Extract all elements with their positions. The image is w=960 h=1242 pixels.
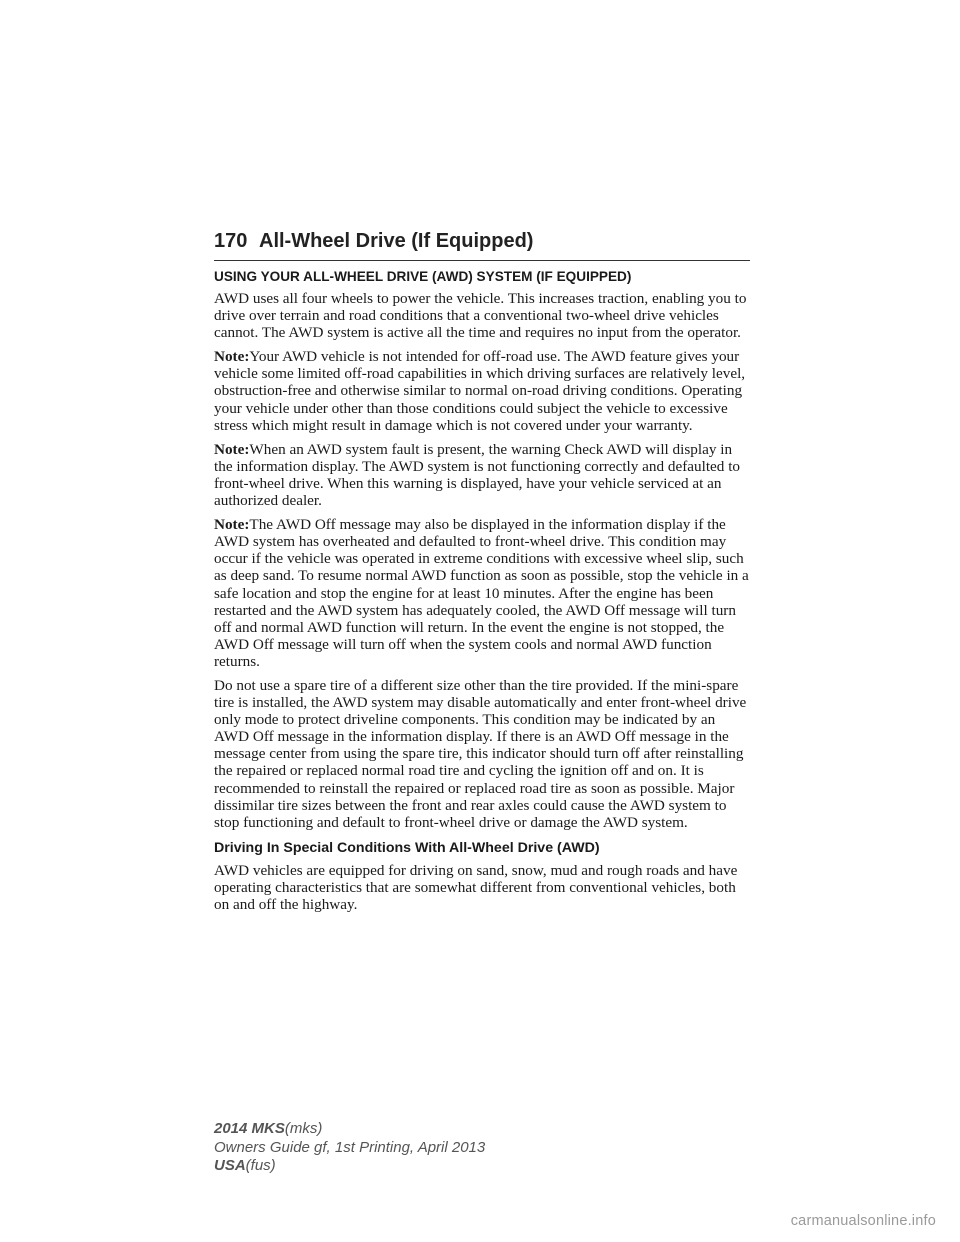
page-header (214, 228, 750, 262)
page-footer (214, 1120, 485, 1176)
page-number: 170 (214, 230, 248, 252)
note-text: Your AWD vehicle is not intended for off-road use. The AWD feature gives your vehicle some limited off-road capabilities in which driving surfaces are relatively level, obstruction-free and otherwise similar to normal on-road driving conditions. Operating your vehicle under other than those conditions could subject the vehicle to excessive stress which might result in damage which is not covered under your warranty. (214, 348, 746, 434)
note-text: When an AWD system fault is present, the warning Check AWD will display in the information display. The AWD system is not functioning correctly and defaulted to front-wheel drive. When this warning is displayed, have your vehicle serviced at an authorized dealer. (214, 440, 741, 510)
note-label: Note: (214, 516, 250, 534)
footer-printing-line: Owners Guide gf, 1st Printing, April 2013 (214, 1138, 486, 1156)
note-paragraph-off-road (214, 348, 750, 433)
note-paragraph-system-fault (214, 441, 750, 509)
note-label: Note: (214, 348, 250, 366)
special-conditions-paragraph: AWD vehicles are equipped for driving on sand, snow, mud and rough roads and have operating characteristics that are somewhat different from conventional vehicles, both on and off the highway. (214, 861, 738, 913)
note-text: The AWD Off message may also be displayed in the information display if the AWD system has overheated and defaulted to front-wheel drive. This condition may occur if the vehicle was operated in extreme conditions with excessive wheel slip, such as deep sand. To resume normal AWD function as soon as possible, stop the vehicle in a safe location and stop the engine for at least 10 minutes. After the engine has been restarted and the AWD system has adequately cooled, the AWD Off message will turn off and normal AWD function will return. In the event the engine is not stopped, the AWD Off message will turn off when the system cools and normal AWD function returns. (214, 516, 749, 670)
intro-paragraph: AWD uses all four wheels to power the vehicle. This increases traction, enabling you to drive over terrain and road conditions that a conventional two-wheel drive vehicles cannot. The AWD system is active all the time and requires no input from the operator. (214, 290, 747, 342)
footer-model: 2014 MKS (214, 1120, 285, 1137)
spare-tire-paragraph: Do not use a spare tire of a different size other than the tire provided. If the mini-spare tire is installed, the AWD system may disable automatically and enter front-wheel drive only mode to protect driveline components. This condition may be indicated by an AWD Off message in the information display. If there is an AWD Off message in the message center from using the spare tire, this indicator should turn off after reinstalling the repaired or replaced normal road tire and cycling the ignition off and on. It is recommended to reinstall the repaired or replaced road tire as soon as possible. Major dissimilar tire sizes between the front and rear axles could cause the AWD system to stop functioning and default to front-wheel drive or damage the AWD system. (214, 676, 747, 831)
footer-model-code: (mks) (284, 1120, 323, 1137)
page-content (214, 269, 750, 920)
footer-model-line (214, 1120, 485, 1139)
note-label: Note: (214, 440, 250, 458)
subsection-heading: Driving In Special Conditions With All-Wheel Drive (AWD) (214, 839, 600, 856)
chapter-title: All-Wheel Drive (If Equipped) (259, 230, 534, 252)
footer-market-line (214, 1157, 485, 1176)
note-paragraph-awd-off (214, 516, 750, 670)
header-divider (214, 260, 750, 261)
footer-market-code: (fus) (245, 1157, 276, 1174)
footer-market: USA (214, 1157, 246, 1174)
site-watermark: carmanualsonline.info (790, 1213, 936, 1229)
section-heading: USING YOUR ALL-WHEEL DRIVE (AWD) SYSTEM (IF EQUIPPED) (214, 269, 632, 284)
